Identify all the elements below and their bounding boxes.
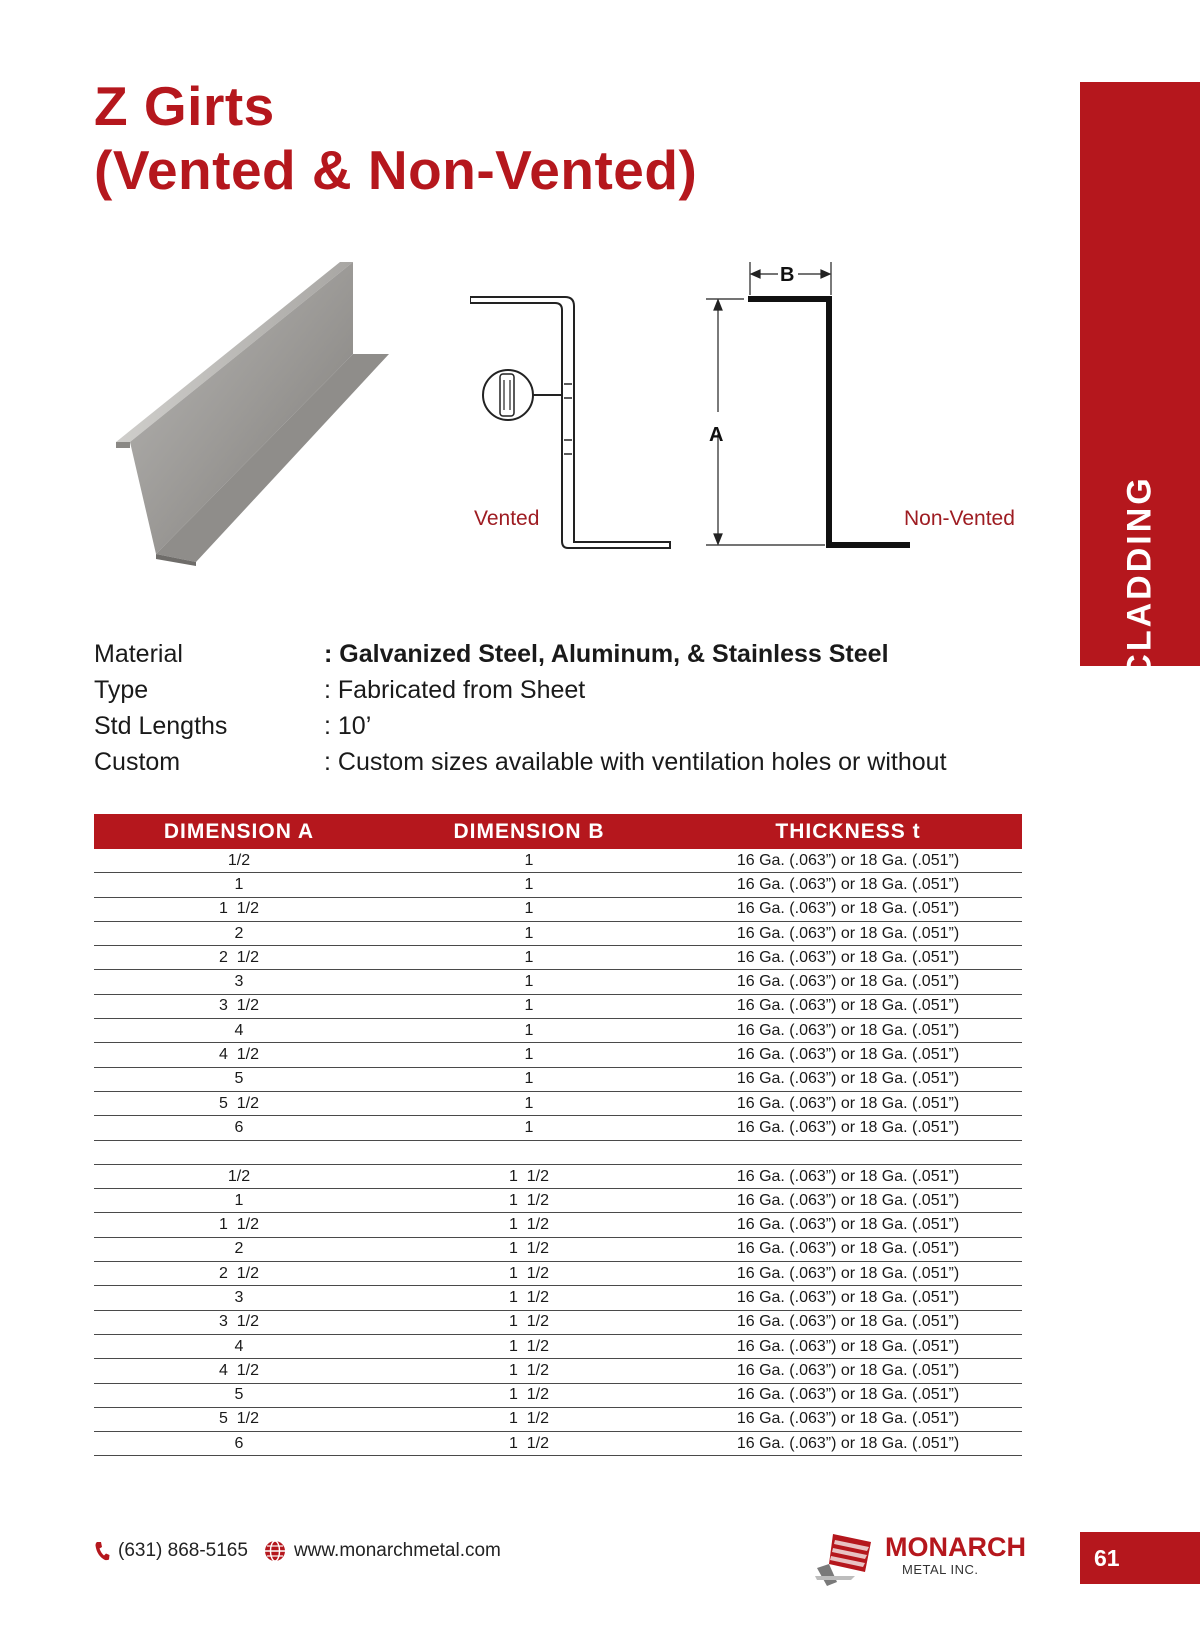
cell-dimension-b: 1 1/2 xyxy=(508,1410,550,1428)
cell-dimension-a: 5 1/2 xyxy=(218,1094,260,1112)
globe-icon xyxy=(264,1540,286,1562)
header-thickness: THICKNESS t xyxy=(775,819,921,843)
spec-row-type xyxy=(94,672,947,708)
table-row xyxy=(94,995,1022,1019)
vent-holes xyxy=(564,384,572,454)
header-dimension-a: DIMENSION A xyxy=(163,819,315,843)
cell-dimension-b: 1 xyxy=(524,924,534,942)
cell-dimension-b: 1 xyxy=(524,1070,534,1088)
header-dimension-b: DIMENSION B xyxy=(453,819,605,843)
table-row xyxy=(94,946,1022,970)
cell-dimension-b: 1 xyxy=(524,1094,534,1112)
cell-dimension-a: 3 1/2 xyxy=(218,997,260,1015)
dimension-b-label: B xyxy=(780,264,795,286)
cell-dimension-a: 2 xyxy=(234,924,244,942)
cell-dimension-b: 1 1/2 xyxy=(508,1386,550,1404)
cell-dimension-b: 1 xyxy=(524,900,534,918)
monarch-logo-mark xyxy=(815,1528,885,1588)
spec-label: Std Lengths xyxy=(94,712,228,740)
table-row xyxy=(94,1019,1022,1043)
table-row xyxy=(94,970,1022,994)
spec-value: : 10’ xyxy=(324,712,372,740)
spec-value: : Fabricated from Sheet xyxy=(324,676,586,704)
vented-label: Vented xyxy=(474,507,540,530)
table-group-b1 xyxy=(94,849,1022,1141)
cell-dimension-a: 4 xyxy=(234,1021,244,1039)
z-girt-photo xyxy=(108,262,408,592)
non-vented-label: Non-Vented xyxy=(904,507,1015,530)
cell-dimension-b: 1 1/2 xyxy=(508,1288,550,1306)
vent-detail-callout xyxy=(483,370,562,420)
cell-thickness: 16 Ga. (.063”) or 18 Ga. (.051”) xyxy=(736,1167,960,1185)
footer-contact xyxy=(94,1540,501,1562)
cell-dimension-a: 1 1/2 xyxy=(218,1216,260,1234)
title-line-1: Z Girts xyxy=(94,75,275,137)
table-header xyxy=(94,814,1022,849)
cell-dimension-a: 2 1/2 xyxy=(218,948,260,966)
cell-dimension-b: 1 1/2 xyxy=(508,1434,550,1452)
table-row xyxy=(94,873,1022,897)
cell-dimension-a: 6 xyxy=(234,1434,244,1452)
cell-thickness: 16 Ga. (.063”) or 18 Ga. (.051”) xyxy=(736,1118,960,1136)
phone-icon xyxy=(94,1541,110,1561)
table-row xyxy=(94,1432,1022,1456)
dimension-table xyxy=(94,814,1022,1456)
cell-dimension-b: 1 xyxy=(524,1021,534,1039)
cell-dimension-a: 4 1/2 xyxy=(218,1046,260,1064)
cell-dimension-b: 1 xyxy=(524,1046,534,1064)
cell-dimension-b: 1 1/2 xyxy=(508,1264,550,1282)
logo-name: MONARCH xyxy=(885,1532,1026,1562)
cell-thickness: 16 Ga. (.063”) or 18 Ga. (.051”) xyxy=(736,851,960,869)
cell-dimension-a: 1 xyxy=(234,875,244,893)
page-number-text: 61 xyxy=(1094,1544,1120,1571)
cell-thickness: 16 Ga. (.063”) or 18 Ga. (.051”) xyxy=(736,948,960,966)
table-row xyxy=(94,1092,1022,1116)
monarch-logo xyxy=(815,1528,1025,1588)
cell-thickness: 16 Ga. (.063”) or 18 Ga. (.051”) xyxy=(736,1216,960,1234)
cell-thickness: 16 Ga. (.063”) or 18 Ga. (.051”) xyxy=(736,924,960,942)
table-row xyxy=(94,1286,1022,1310)
table-row xyxy=(94,1359,1022,1383)
website-link[interactable]: www.monarchmetal.com xyxy=(293,1540,501,1561)
cell-dimension-b: 1 xyxy=(524,851,534,869)
cell-dimension-a: 6 xyxy=(234,1118,244,1136)
cell-dimension-b: 1 1/2 xyxy=(508,1167,550,1185)
table-row xyxy=(94,922,1022,946)
spec-row-std-lengths xyxy=(94,708,947,744)
cell-thickness: 16 Ga. (.063”) or 18 Ga. (.051”) xyxy=(736,1264,960,1282)
cell-thickness: 16 Ga. (.063”) or 18 Ga. (.051”) xyxy=(736,1288,960,1306)
dimension-a-label: A xyxy=(709,424,724,446)
cell-dimension-a: 4 1/2 xyxy=(218,1361,260,1379)
table-row xyxy=(94,1116,1022,1140)
dimension-a-line xyxy=(706,299,825,545)
spec-value: : Galvanized Steel, Aluminum, & Stainless Steel xyxy=(324,640,889,668)
cell-thickness: 16 Ga. (.063”) or 18 Ga. (.051”) xyxy=(736,1070,960,1088)
table-row xyxy=(94,1408,1022,1432)
logo-subtitle: METAL INC. xyxy=(902,1562,979,1577)
table-row xyxy=(94,1311,1022,1335)
cell-dimension-b: 1 1/2 xyxy=(508,1313,550,1331)
cell-thickness: 16 Ga. (.063”) or 18 Ga. (.051”) xyxy=(736,1046,960,1064)
page-number xyxy=(1080,1532,1200,1584)
cell-thickness: 16 Ga. (.063”) or 18 Ga. (.051”) xyxy=(736,1191,960,1209)
cell-dimension-a: 5 1/2 xyxy=(218,1410,260,1428)
cell-dimension-b: 1 xyxy=(524,973,534,991)
cell-thickness: 16 Ga. (.063”) or 18 Ga. (.051”) xyxy=(736,1361,960,1379)
cell-thickness: 16 Ga. (.063”) or 18 Ga. (.051”) xyxy=(736,1337,960,1355)
spec-list xyxy=(94,636,947,780)
non-vented-profile xyxy=(748,299,910,545)
cell-dimension-a: 3 xyxy=(234,1288,244,1306)
cell-dimension-a: 3 1/2 xyxy=(218,1313,260,1331)
phone-number[interactable]: (631) 868-5165 xyxy=(118,1540,248,1561)
cell-dimension-b: 1 1/2 xyxy=(508,1240,550,1258)
cell-dimension-a: 5 xyxy=(234,1070,244,1088)
cell-dimension-b: 1 1/2 xyxy=(508,1216,550,1234)
spec-value: : Custom sizes available with ventilation holes or without xyxy=(324,748,947,776)
section-tab-label: CLADDING xyxy=(1120,475,1159,679)
cell-dimension-b: 1 xyxy=(524,875,534,893)
table-row xyxy=(94,1068,1022,1092)
spec-row-custom xyxy=(94,744,947,780)
cell-thickness: 16 Ga. (.063”) or 18 Ga. (.051”) xyxy=(736,875,960,893)
cell-dimension-a: 1 1/2 xyxy=(218,900,260,918)
table-row xyxy=(94,1189,1022,1213)
table-row xyxy=(94,898,1022,922)
cell-dimension-a: 2 1/2 xyxy=(218,1264,260,1282)
cell-dimension-a: 5 xyxy=(234,1386,244,1404)
cell-thickness: 16 Ga. (.063”) or 18 Ga. (.051”) xyxy=(736,1410,960,1428)
table-row xyxy=(94,1043,1022,1067)
cell-dimension-b: 1 1/2 xyxy=(508,1361,550,1379)
cell-dimension-a: 1/2 xyxy=(227,851,251,869)
table-row xyxy=(94,1165,1022,1189)
cell-thickness: 16 Ga. (.063”) or 18 Ga. (.051”) xyxy=(736,1386,960,1404)
profile-diagrams xyxy=(470,262,1060,592)
cell-thickness: 16 Ga. (.063”) or 18 Ga. (.051”) xyxy=(736,1313,960,1331)
cell-thickness: 16 Ga. (.063”) or 18 Ga. (.051”) xyxy=(736,1434,960,1452)
spec-label: Custom xyxy=(94,748,181,776)
spec-row-material xyxy=(94,636,947,672)
spec-label: Material xyxy=(94,640,183,668)
cell-dimension-a: 1 xyxy=(234,1191,244,1209)
cell-dimension-a: 2 xyxy=(234,1240,244,1258)
table-row xyxy=(94,1213,1022,1237)
table-row xyxy=(94,1262,1022,1286)
cell-dimension-b: 1 1/2 xyxy=(508,1191,550,1209)
cell-dimension-b: 1 1/2 xyxy=(508,1337,550,1355)
cell-thickness: 16 Ga. (.063”) or 18 Ga. (.051”) xyxy=(736,900,960,918)
cell-thickness: 16 Ga. (.063”) or 18 Ga. (.051”) xyxy=(736,1021,960,1039)
table-row xyxy=(94,1384,1022,1408)
cell-dimension-b: 1 xyxy=(524,1118,534,1136)
table-row xyxy=(94,1335,1022,1359)
cell-thickness: 16 Ga. (.063”) or 18 Ga. (.051”) xyxy=(736,1094,960,1112)
table-group-b1-1-2 xyxy=(94,1165,1022,1457)
table-spacer-row xyxy=(94,1141,1022,1165)
cell-dimension-b: 1 xyxy=(524,997,534,1015)
cell-dimension-b: 1 xyxy=(524,948,534,966)
cell-dimension-a: 4 xyxy=(234,1337,244,1355)
cell-dimension-a: 3 xyxy=(234,973,244,991)
table-row xyxy=(94,849,1022,873)
cell-thickness: 16 Ga. (.063”) or 18 Ga. (.051”) xyxy=(736,973,960,991)
table-row xyxy=(94,1238,1022,1262)
spec-label: Type xyxy=(94,676,149,704)
cell-thickness: 16 Ga. (.063”) or 18 Ga. (.051”) xyxy=(736,997,960,1015)
title-line-2: (Vented & Non-Vented) xyxy=(94,139,698,201)
page-title xyxy=(94,74,697,202)
cell-dimension-a: 1/2 xyxy=(227,1167,251,1185)
cell-thickness: 16 Ga. (.063”) or 18 Ga. (.051”) xyxy=(736,1240,960,1258)
section-tab xyxy=(1080,82,1200,679)
